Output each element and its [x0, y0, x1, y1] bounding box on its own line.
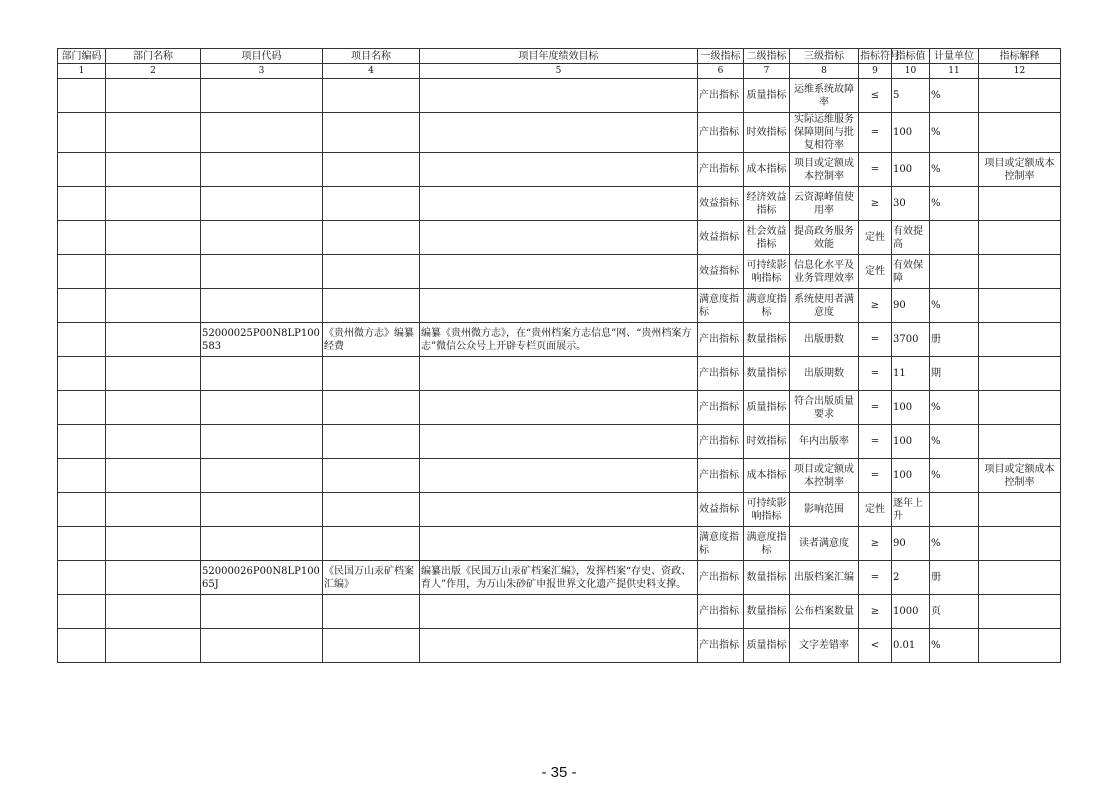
level2-indicator-cell: 社会效益指标	[744, 221, 790, 255]
dept-code-cell	[58, 289, 106, 323]
project-name-cell	[323, 357, 420, 391]
level3-indicator-cell: 出版期数	[790, 357, 859, 391]
project-name-cell	[323, 629, 420, 663]
indicator-value-cell: 逐年上升	[892, 493, 930, 527]
project-name-cell	[323, 153, 420, 187]
column-header: 计量单位	[930, 49, 979, 64]
annual-goal-cell	[420, 357, 698, 391]
level2-indicator-cell: 满意度指标	[744, 289, 790, 323]
performance-table	[57, 48, 1061, 663]
unit-cell: %	[930, 79, 979, 113]
unit-cell	[930, 493, 979, 527]
project-code-cell	[201, 425, 323, 459]
unit-cell: 期	[930, 357, 979, 391]
level1-indicator-cell: 效益指标	[698, 221, 744, 255]
level3-indicator-cell: 符合出版质量要求	[790, 391, 859, 425]
indicator-value-cell: 有效保障	[892, 255, 930, 289]
level2-indicator-cell: 成本指标	[744, 459, 790, 493]
project-name-cell	[323, 113, 420, 153]
level2-indicator-cell: 质量指标	[744, 629, 790, 663]
table-row	[58, 629, 1061, 663]
column-number: 1	[58, 64, 106, 79]
project-code-cell	[201, 221, 323, 255]
table-row	[58, 323, 1061, 357]
project-code-cell	[201, 493, 323, 527]
level2-indicator-cell: 数量指标	[744, 595, 790, 629]
column-header: 部门编码	[58, 49, 106, 64]
level2-indicator-cell: 可持续影响指标	[744, 493, 790, 527]
indicator-explanation-cell	[979, 221, 1061, 255]
table-row	[58, 493, 1061, 527]
indicator-explanation-cell	[979, 561, 1061, 595]
level1-indicator-cell: 产出指标	[698, 595, 744, 629]
dept-name-cell	[106, 323, 201, 357]
project-code-cell	[201, 79, 323, 113]
column-header: 项目名称	[323, 49, 420, 64]
unit-cell: 册	[930, 323, 979, 357]
dept-code-cell	[58, 425, 106, 459]
annual-goal-cell	[420, 391, 698, 425]
indicator-value-cell: 5	[892, 79, 930, 113]
project-code-cell: 52000025P00N8LP100583	[201, 323, 323, 357]
page-number: - 35 -	[541, 764, 577, 781]
indicator-value-cell: 100	[892, 459, 930, 493]
table-row	[58, 459, 1061, 493]
indicator-symbol-cell: 定性	[859, 493, 892, 527]
table-row	[58, 391, 1061, 425]
column-header: 三级指标	[790, 49, 859, 64]
dept-code-cell	[58, 323, 106, 357]
unit-cell: %	[930, 187, 979, 221]
indicator-explanation-cell	[979, 255, 1061, 289]
level3-indicator-cell: 出版档案汇编	[790, 561, 859, 595]
table-row	[58, 187, 1061, 221]
dept-name-cell	[106, 629, 201, 663]
project-code-cell	[201, 113, 323, 153]
header-row	[58, 49, 1061, 64]
indicator-explanation-cell	[979, 113, 1061, 153]
indicator-symbol-cell: ≤	[859, 79, 892, 113]
level3-indicator-cell: 运维系统故障率	[790, 79, 859, 113]
column-header: 项目代码	[201, 49, 323, 64]
unit-cell	[930, 255, 979, 289]
dept-code-cell	[58, 459, 106, 493]
unit-cell: %	[930, 459, 979, 493]
column-number: 3	[201, 64, 323, 79]
indicator-symbol-cell: =	[859, 153, 892, 187]
dept-name-cell	[106, 187, 201, 221]
table-row	[58, 153, 1061, 187]
annual-goal-cell	[420, 595, 698, 629]
indicator-value-cell: 2	[892, 561, 930, 595]
dept-code-cell	[58, 221, 106, 255]
level3-indicator-cell: 项目或定额成本控制率	[790, 459, 859, 493]
level2-indicator-cell: 数量指标	[744, 357, 790, 391]
level3-indicator-cell: 年内出版率	[790, 425, 859, 459]
annual-goal-cell	[420, 221, 698, 255]
level1-indicator-cell: 满意度指标	[698, 289, 744, 323]
table-row	[58, 79, 1061, 113]
level2-indicator-cell: 数量指标	[744, 323, 790, 357]
indicator-value-cell: 有效提高	[892, 221, 930, 255]
level1-indicator-cell: 产出指标	[698, 79, 744, 113]
dept-name-cell	[106, 221, 201, 255]
indicator-symbol-cell: <	[859, 629, 892, 663]
indicator-value-cell: 100	[892, 153, 930, 187]
project-name-cell	[323, 493, 420, 527]
dept-code-cell	[58, 391, 106, 425]
dept-name-cell	[106, 459, 201, 493]
dept-code-cell	[58, 113, 106, 153]
project-code-cell	[201, 459, 323, 493]
unit-cell: 页	[930, 595, 979, 629]
level1-indicator-cell: 产出指标	[698, 561, 744, 595]
column-number: 12	[979, 64, 1061, 79]
level1-indicator-cell: 产出指标	[698, 425, 744, 459]
project-code-cell	[201, 391, 323, 425]
unit-cell: 册	[930, 561, 979, 595]
project-name-cell	[323, 289, 420, 323]
indicator-value-cell: 1000	[892, 595, 930, 629]
level2-indicator-cell: 时效指标	[744, 113, 790, 153]
dept-code-cell	[58, 629, 106, 663]
level1-indicator-cell: 产出指标	[698, 629, 744, 663]
indicator-symbol-cell: =	[859, 561, 892, 595]
level1-indicator-cell: 效益指标	[698, 493, 744, 527]
indicator-symbol-cell: =	[859, 459, 892, 493]
level1-indicator-cell: 效益指标	[698, 255, 744, 289]
level1-indicator-cell: 产出指标	[698, 323, 744, 357]
indicator-explanation-cell	[979, 527, 1061, 561]
annual-goal-cell	[420, 459, 698, 493]
annual-goal-cell	[420, 493, 698, 527]
table-row	[58, 357, 1061, 391]
column-header: 部门名称	[106, 49, 201, 64]
project-name-cell	[323, 255, 420, 289]
dept-code-cell	[58, 561, 106, 595]
indicator-explanation-cell	[979, 289, 1061, 323]
column-header: 指标符号	[860, 50, 900, 62]
level1-indicator-cell: 产出指标	[698, 391, 744, 425]
level3-indicator-cell: 项目或定额成本控制率	[790, 153, 859, 187]
column-number-row	[58, 64, 1061, 79]
project-code-cell	[201, 357, 323, 391]
indicator-explanation-cell	[979, 425, 1061, 459]
level1-indicator-cell: 产出指标	[698, 113, 744, 153]
indicator-value-cell: 11	[892, 357, 930, 391]
dept-name-cell	[106, 561, 201, 595]
unit-cell	[930, 221, 979, 255]
column-number: 7	[744, 64, 790, 79]
table-row	[58, 113, 1061, 153]
indicator-explanation-cell	[979, 493, 1061, 527]
indicator-symbol-cell: ≥	[859, 289, 892, 323]
column-header: 二级指标	[744, 49, 790, 64]
project-code-cell	[201, 255, 323, 289]
table-row	[58, 289, 1061, 323]
dept-name-cell	[106, 289, 201, 323]
project-name-cell: 《民国万山汞矿档案汇编》	[323, 561, 420, 595]
project-name-cell	[323, 425, 420, 459]
unit-cell: %	[930, 153, 979, 187]
indicator-explanation-cell	[979, 79, 1061, 113]
column-number: 9	[859, 64, 892, 79]
dept-name-cell	[106, 255, 201, 289]
dept-code-cell	[58, 357, 106, 391]
annual-goal-cell	[420, 79, 698, 113]
indicator-symbol-cell: =	[859, 357, 892, 391]
column-number: 11	[930, 64, 979, 79]
dept-code-cell	[58, 153, 106, 187]
indicator-symbol-cell: 定性	[859, 255, 892, 289]
annual-goal-cell	[420, 527, 698, 561]
indicator-explanation-cell	[979, 629, 1061, 663]
column-header: 指标解释	[979, 49, 1061, 64]
column-header: 指标值	[892, 49, 930, 64]
level3-indicator-cell: 实际运维服务保障期间与批复相符率	[790, 113, 859, 153]
column-number: 6	[698, 64, 744, 79]
indicator-value-cell: 3700	[892, 323, 930, 357]
indicator-symbol-cell: ≥	[859, 527, 892, 561]
level3-indicator-cell: 读者满意度	[790, 527, 859, 561]
column-number: 10	[892, 64, 930, 79]
indicator-explanation-cell	[979, 391, 1061, 425]
project-name-cell	[323, 459, 420, 493]
dept-code-cell	[58, 255, 106, 289]
project-name-cell	[323, 79, 420, 113]
project-code-cell	[201, 153, 323, 187]
project-code-cell: 52000026P00N8LP10065J	[201, 561, 323, 595]
indicator-symbol-cell: =	[859, 323, 892, 357]
level1-indicator-cell: 产出指标	[698, 459, 744, 493]
table-row	[58, 561, 1061, 595]
dept-code-cell	[58, 493, 106, 527]
column-number: 4	[323, 64, 420, 79]
column-number: 2	[106, 64, 201, 79]
annual-goal-cell	[420, 153, 698, 187]
unit-cell: %	[930, 289, 979, 323]
dept-name-cell	[106, 493, 201, 527]
indicator-explanation-cell	[979, 187, 1061, 221]
annual-goal-cell: 编纂《贵州微方志》，在“贵州档案方志信息”网、“贵州档案方志”微信公众号上开辟专栏页面展示。	[420, 323, 698, 357]
level3-indicator-cell: 影响范围	[790, 493, 859, 527]
unit-cell: %	[930, 527, 979, 561]
indicator-symbol-cell: ≥	[859, 595, 892, 629]
indicator-value-cell: 90	[892, 289, 930, 323]
indicator-symbol-cell: =	[859, 113, 892, 153]
level2-indicator-cell: 经济效益指标	[744, 187, 790, 221]
dept-name-cell	[106, 595, 201, 629]
table-row	[58, 221, 1061, 255]
dept-name-cell	[106, 79, 201, 113]
project-name-cell	[323, 527, 420, 561]
annual-goal-cell	[420, 187, 698, 221]
project-name-cell: 《贵州微方志》编纂经费	[323, 323, 420, 357]
dept-name-cell	[106, 113, 201, 153]
dept-name-cell	[106, 425, 201, 459]
level2-indicator-cell: 成本指标	[744, 153, 790, 187]
dept-name-cell	[106, 391, 201, 425]
indicator-explanation-cell: 项目或定额成本控制率	[979, 153, 1061, 187]
level3-indicator-cell: 系统使用者满意度	[790, 289, 859, 323]
column-number: 5	[420, 64, 698, 79]
annual-goal-cell	[420, 255, 698, 289]
dept-code-cell	[58, 79, 106, 113]
unit-cell: %	[930, 391, 979, 425]
level3-indicator-cell: 云资源峰值使用率	[790, 187, 859, 221]
annual-goal-cell: 编纂出版《民国万山汞矿档案汇编》，发挥档案“存史、资政、育人”作用，为万山朱砂矿申报世界文化遗产提供史料支撑。	[420, 561, 698, 595]
level3-indicator-cell: 提高政务服务效能	[790, 221, 859, 255]
dept-code-cell	[58, 595, 106, 629]
indicator-value-cell: 100	[892, 391, 930, 425]
project-code-cell	[201, 187, 323, 221]
level1-indicator-cell: 产出指标	[698, 153, 744, 187]
table-row	[58, 527, 1061, 561]
indicator-explanation-cell: 项目或定额成本控制率	[979, 459, 1061, 493]
indicator-value-cell: 100	[892, 113, 930, 153]
indicator-explanation-cell	[979, 357, 1061, 391]
project-name-cell	[323, 221, 420, 255]
level3-indicator-cell: 文字差错率	[790, 629, 859, 663]
indicator-symbol-cell: =	[859, 425, 892, 459]
level3-indicator-cell: 公布档案数量	[790, 595, 859, 629]
project-code-cell	[201, 289, 323, 323]
indicator-value-cell: 30	[892, 187, 930, 221]
unit-cell: %	[930, 629, 979, 663]
column-header: 项目年度绩效目标	[420, 49, 698, 64]
level2-indicator-cell: 时效指标	[744, 425, 790, 459]
level3-indicator-cell: 出版册数	[790, 323, 859, 357]
level2-indicator-cell: 质量指标	[744, 391, 790, 425]
level1-indicator-cell: 效益指标	[698, 187, 744, 221]
column-header: 一级指标	[698, 49, 744, 64]
dept-name-cell	[106, 357, 201, 391]
level1-indicator-cell: 产出指标	[698, 357, 744, 391]
level3-indicator-cell: 信息化水平及业务管理效率	[790, 255, 859, 289]
indicator-symbol-cell: =	[859, 391, 892, 425]
table-row	[58, 425, 1061, 459]
project-name-cell	[323, 595, 420, 629]
project-code-cell	[201, 527, 323, 561]
level2-indicator-cell: 数量指标	[744, 561, 790, 595]
project-code-cell	[201, 595, 323, 629]
project-code-cell	[201, 629, 323, 663]
table-row	[58, 595, 1061, 629]
indicator-explanation-cell	[979, 323, 1061, 357]
indicator-explanation-cell	[979, 595, 1061, 629]
project-name-cell	[323, 187, 420, 221]
level2-indicator-cell: 质量指标	[744, 79, 790, 113]
unit-cell: %	[930, 425, 979, 459]
dept-code-cell	[58, 187, 106, 221]
indicator-value-cell: 0.01	[892, 629, 930, 663]
indicator-value-cell: 90	[892, 527, 930, 561]
level2-indicator-cell: 可持续影响指标	[744, 255, 790, 289]
table-row	[58, 255, 1061, 289]
annual-goal-cell	[420, 629, 698, 663]
indicator-symbol-cell: ≥	[859, 187, 892, 221]
dept-name-cell	[106, 153, 201, 187]
project-name-cell	[323, 391, 420, 425]
indicator-symbol-cell: 定性	[859, 221, 892, 255]
level2-indicator-cell: 满意度指标	[744, 527, 790, 561]
level1-indicator-cell: 满意度指标	[698, 527, 744, 561]
dept-code-cell	[58, 527, 106, 561]
annual-goal-cell	[420, 425, 698, 459]
dept-name-cell	[106, 527, 201, 561]
indicator-value-cell: 100	[892, 425, 930, 459]
annual-goal-cell	[420, 113, 698, 153]
annual-goal-cell	[420, 289, 698, 323]
column-number: 8	[790, 64, 859, 79]
unit-cell: %	[930, 113, 979, 153]
